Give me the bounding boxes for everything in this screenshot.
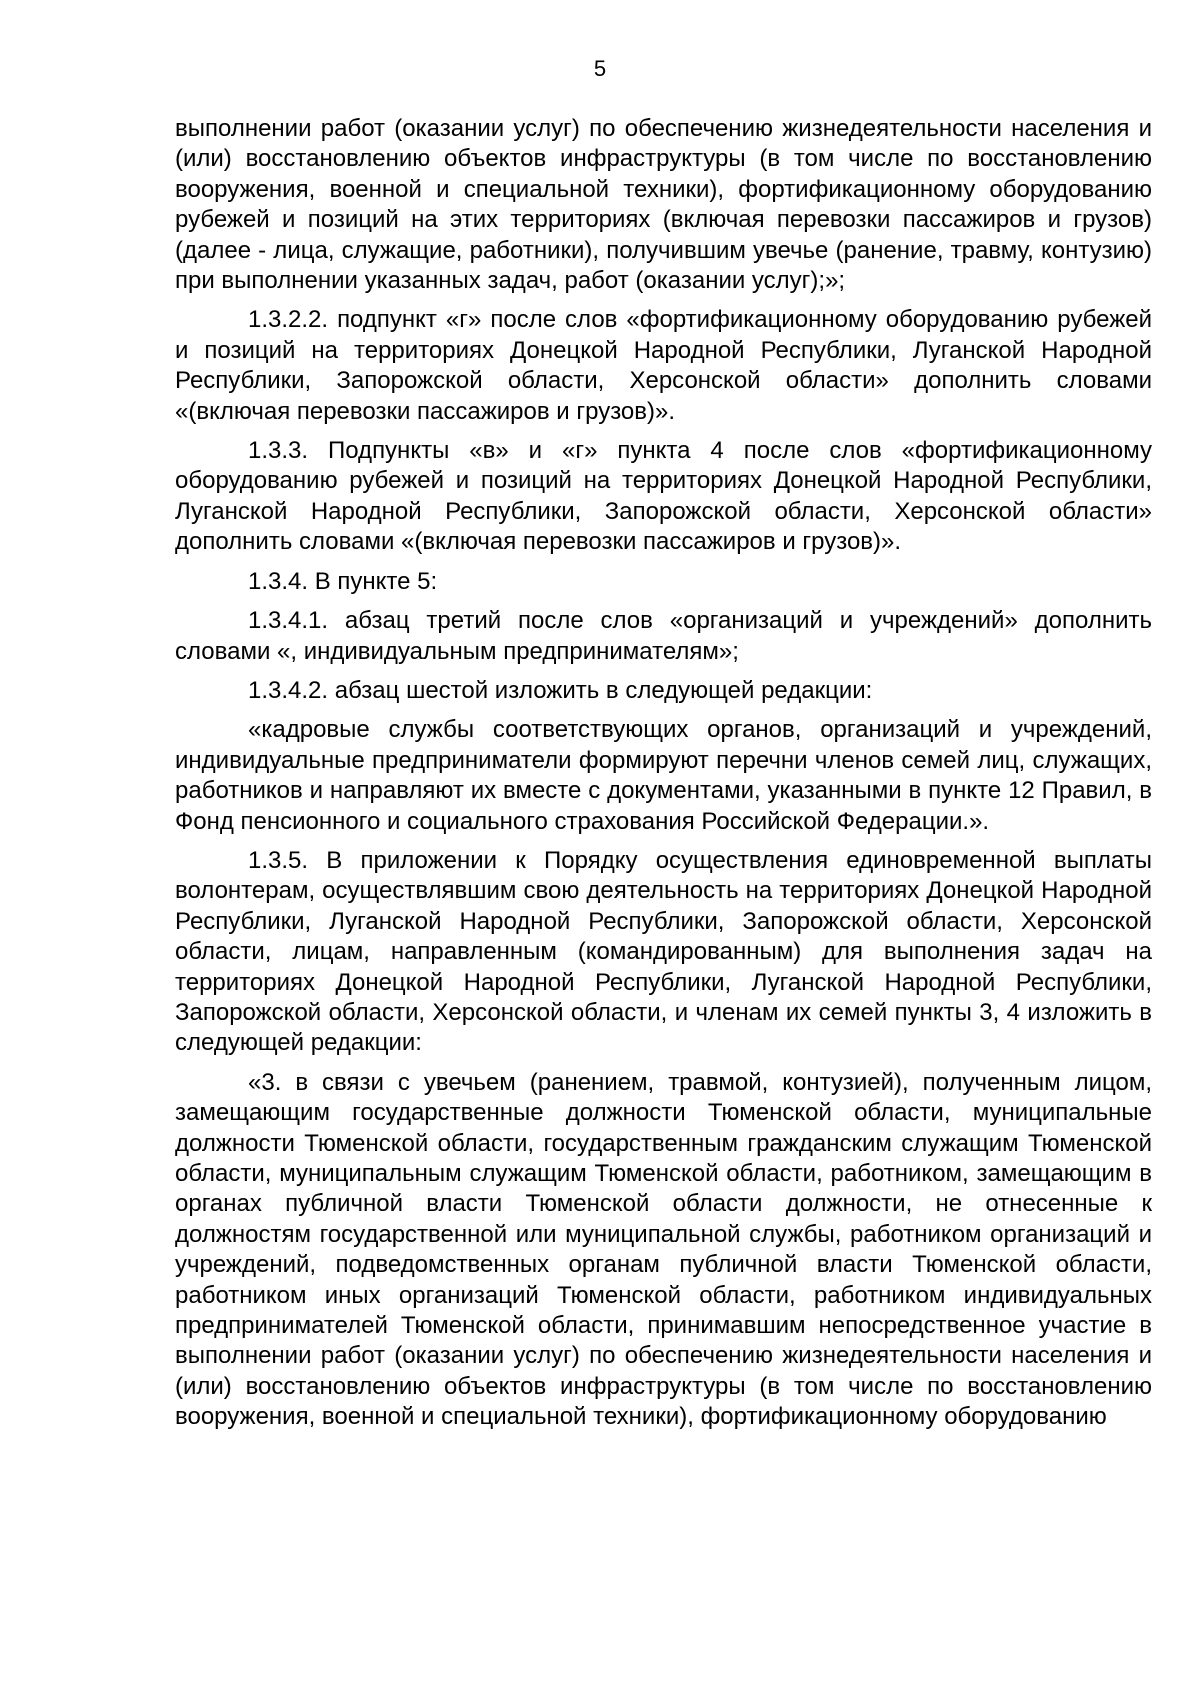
paragraph-1-3-2-2: 1.3.2.2. подпункт «г» после слов «фортификационному оборудованию рубежей и позиций на территориях Донецкой Народной Республики, Луганской Народной Республики, Запорожской области, Херсонской области» дополнить словами «(включая перевозки пассажиров и грузов)». [175, 306, 1152, 425]
paragraph-1-3-5: 1.3.5. В приложении к Порядку осуществления единовременной выплаты волонтерам, осуществлявшим свою деятельность на территориях Донецкой Народной Республики, Луганской Народной Республики, Запорожской области, Херсонской области, лицам, направленным (командированным) для выполнения задач на территориях Донецкой Народной Республики, Луганской Народной Республики, Запорожской области, Херсонской области, и членам их семей пункты 3, 4 изложить в следующей редакции: [175, 846, 1152, 1057]
paragraph-1-3-3: 1.3.3. Подпункты «в» и «г» пункта 4 после слов «фортификационному оборудованию рубежей и позиций на территориях Донецкой Народной Республики, Луганской Народной Республики, Запорожской области, Херсонской области» дополнить словами «(включая перевозки пассажиров и грузов)». [175, 437, 1152, 556]
paragraph-continuation: выполнении работ (оказании услуг) по обеспечению жизнедеятельности населения и (или) восстановлению объектов инфраструктуры (в том числе по восстановлению вооружения, военной и специальной техники), фортификационному оборудованию рубежей и позиций на этих территориях (включая перевозки пассажиров и грузов) (далее - лица, служащие, работники), получившим увечье (ранение, травму, контузию) при выполнении указанных задач, работ (оказании услуг);»; [175, 115, 1152, 295]
paragraph-1-3-4-1: 1.3.4.1. абзац третий после слов «организаций и учреждений» дополнить словами «, индивидуальным предпринимателям»; [175, 607, 1152, 665]
paragraph-1-3-4: 1.3.4. В пункте 5: [248, 567, 438, 595]
paragraph-1-3-4-2: 1.3.4.2. абзац шестой изложить в следующей редакции: [248, 676, 873, 704]
paragraph-point-3: «3. в связи с увечьем (ранением, травмой, контузией), полученным лицом, замещающим государственные должности Тюменской области, муниципальные должности Тюменской области, государственным гражданским служащим Тюменской области, муниципальным служащим Тюменской области, работником, замещающим в органах публичной власти Тюменской области должности, не отнесенные к должностям государственной или муниципальной службы, работником организаций и учреждений, подведомственных органам публичной власти Тюменской области, работником иных организаций Тюменской области, работником индивидуальных предпринимателей Тюменской области, принимавшим непосредственное участие в выполнении работ (оказании услуг) по обеспечению жизнедеятельности населения и (или) восстановлению объектов инфраструктуры (в том числе по восстановлению вооружения, военной и специальной техники), фортификационному оборудованию [175, 1068, 1152, 1431]
document-body [175, 114, 1152, 1433]
paragraph-quoted-amendment: «кадровые службы соответствующих органов, организаций и учреждений, индивидуальные предприниматели формируют перечни членов семей лиц, служащих, работников и направляют их вместе с документами, указанными в пункте 12 Правил, в Фонд пенсионного и социального страхования Российской Федерации.». [175, 716, 1152, 835]
page-number: 5 [593, 56, 607, 81]
